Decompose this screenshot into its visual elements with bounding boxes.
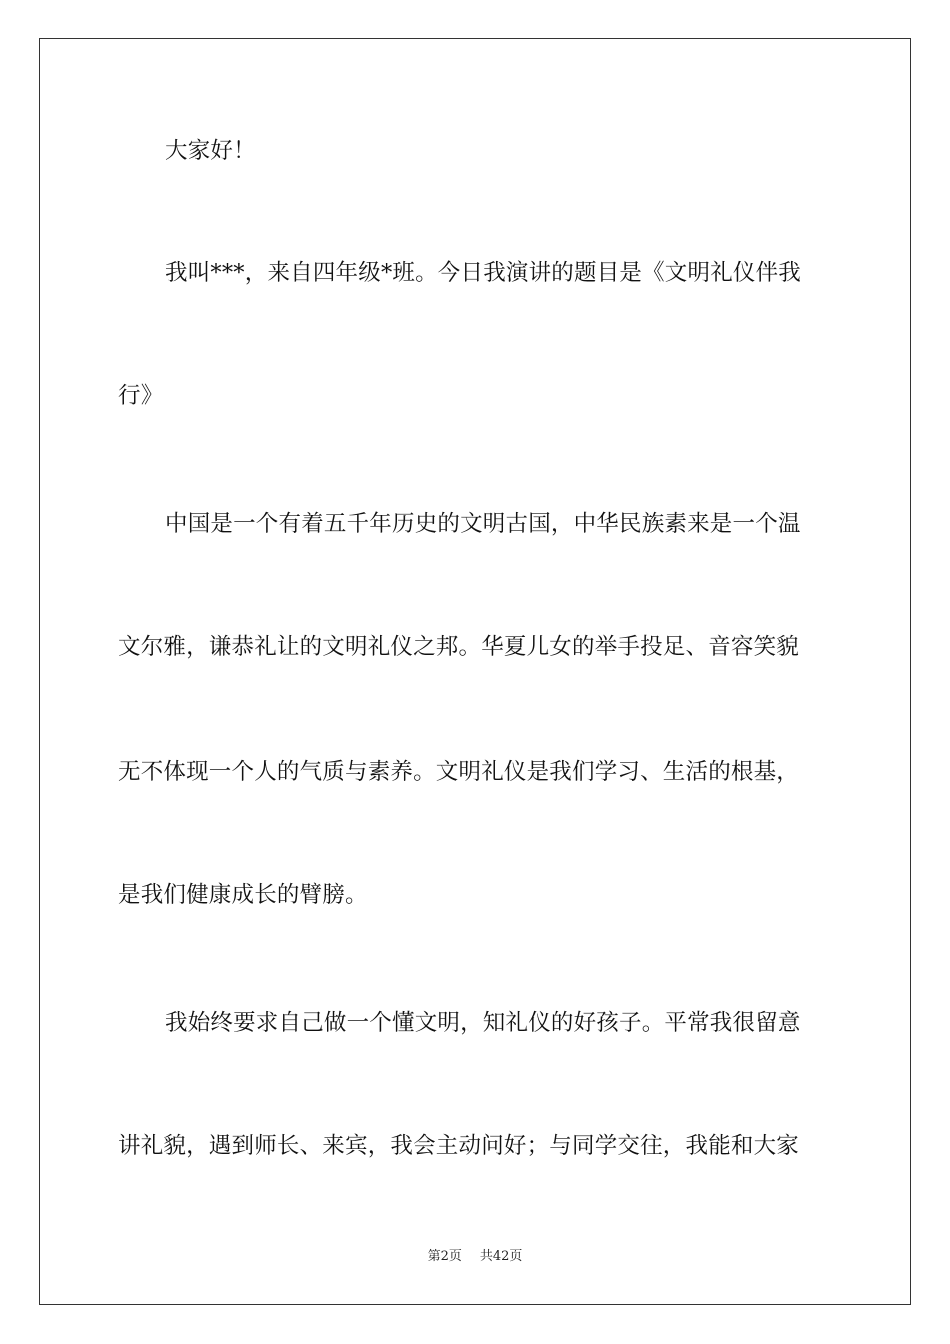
paragraph-line: 文尔雅，谦恭礼让的文明礼仪之邦。华夏儿女的举手投足、音容笑貌: [118, 634, 800, 660]
greeting-line: 大家好！: [165, 138, 256, 164]
paragraph-line: 是我们健康成长的臂膀。: [118, 882, 368, 908]
paragraph-line: 讲礼貌，遇到师长、来宾，我会主动问好；与同学交往，我能和大家: [118, 1133, 800, 1159]
total-pages: 共42页: [479, 1249, 523, 1264]
current-page-number: 第2页: [427, 1249, 462, 1264]
paragraph-line: 中国是一个有着五千年历史的文明古国，中华民族素来是一个温: [165, 511, 801, 537]
paragraph-line: 无不体现一个人的气质与素养。文明礼仪是我们学习、生活的根基，: [118, 759, 800, 785]
paragraph-line: 行》: [118, 383, 164, 409]
page-border: [39, 38, 911, 1305]
paragraph-line: 我始终要求自己做一个懂文明，知礼仪的好孩子。平常我很留意: [165, 1010, 801, 1036]
page-footer: [0, 1248, 950, 1266]
paragraph-line: 我叫***，来自四年级*班。今日我演讲的题目是《文明礼仪伴我: [165, 260, 802, 286]
